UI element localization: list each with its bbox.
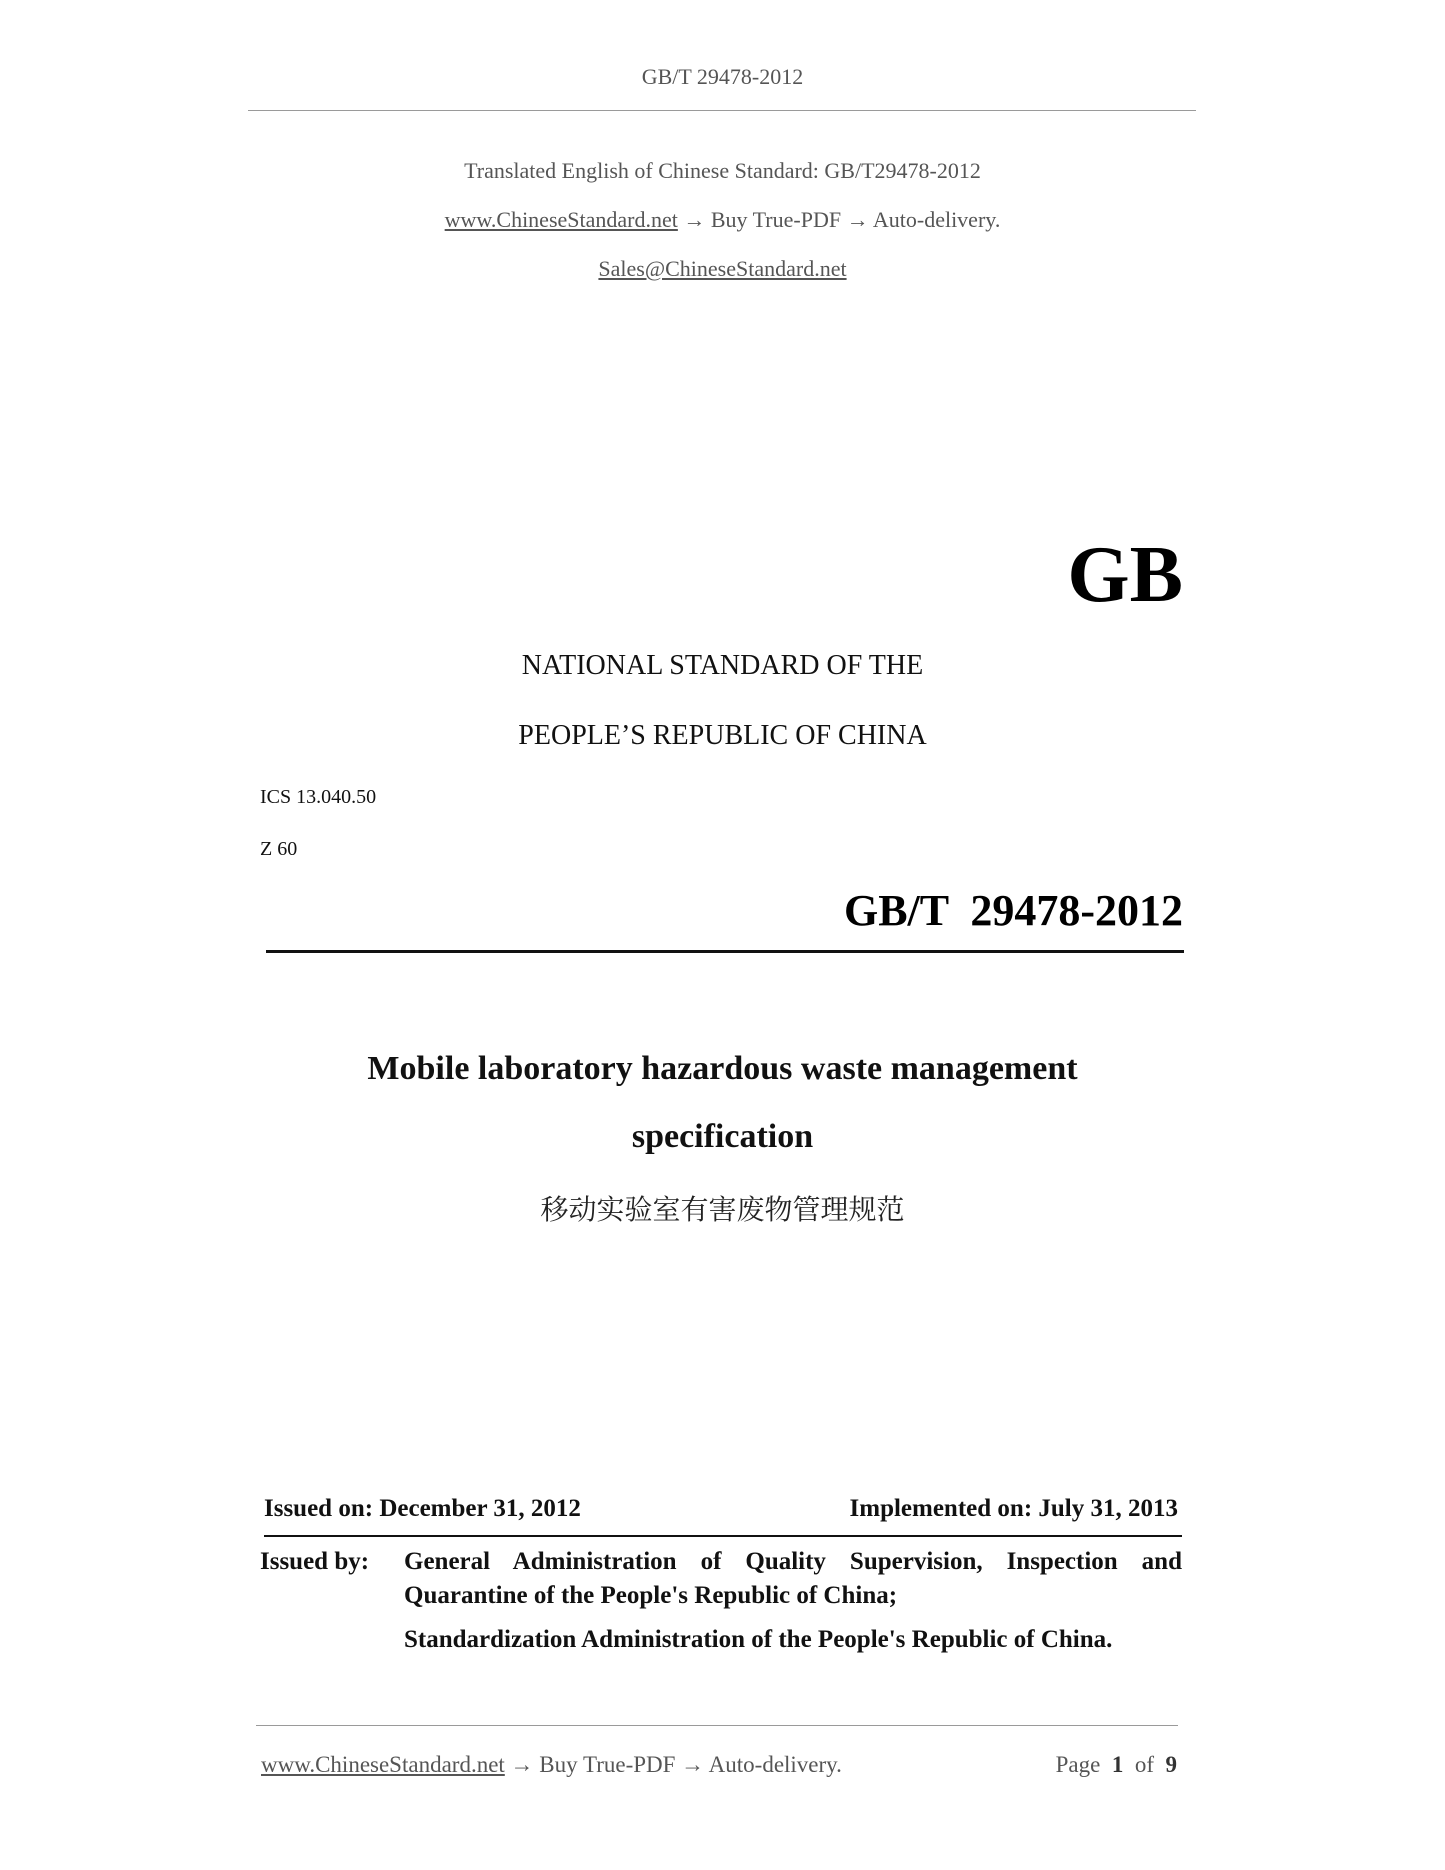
buy-text: → Buy True-PDF → Auto-delivery.: [677, 207, 1001, 232]
dates-divider: [264, 1535, 1182, 1537]
gb-mark: GB: [1067, 531, 1183, 619]
implemented-date: Implemented on: July 31, 2013: [849, 1495, 1178, 1522]
running-header: GB/T 29478-2012: [641, 64, 804, 89]
email-link[interactable]: Sales@ChineseStandard.net: [598, 256, 847, 281]
promo-email-line: [0, 256, 1445, 282]
national-standard-line1: NATIONAL STANDARD OF THE: [521, 650, 924, 681]
ics-code: ICS 13.040.50: [260, 786, 377, 808]
page-word: Page: [1055, 1752, 1101, 1777]
footer-website-link[interactable]: www.ChineseStandard.net: [261, 1752, 505, 1777]
page-of: of: [1134, 1752, 1154, 1777]
issuer-line2: Quarantine of the People's Republic of China;: [404, 1582, 898, 1609]
issued-date: Issued on: December 31, 2012: [264, 1495, 581, 1522]
issuer-line3: Standardization Administration of the People's Republic of China.: [404, 1626, 1113, 1653]
footer-buy-text: → Buy True-PDF → Auto-delivery.: [504, 1752, 842, 1777]
header-divider: [248, 110, 1196, 111]
chinese-title: 移动实验室有害废物管理规范: [540, 1193, 905, 1226]
website-link[interactable]: www.ChineseStandard.net: [444, 207, 678, 232]
page-current: 1: [1111, 1752, 1124, 1777]
page-total: 9: [1165, 1752, 1177, 1777]
issuer-label: Issued by:: [260, 1548, 370, 1575]
issuer-line1: General Administration of Quality Supervision, Inspection and: [404, 1548, 1182, 1575]
classification-code: Z 60: [260, 838, 298, 860]
promo-translation-note: Translated English of Chinese Standard: GB/T29478-2012: [464, 158, 981, 183]
national-standard-line2: PEOPLE’S REPUBLIC OF CHINA: [518, 720, 927, 751]
english-title-line2: specification: [631, 1118, 814, 1155]
standard-number: GB/T 29478-2012: [843, 886, 1183, 935]
page-indicator: [1056, 1752, 1177, 1778]
footer-divider: [256, 1725, 1178, 1726]
footer-promo: [261, 1752, 842, 1778]
promo-buy-line: [0, 207, 1445, 233]
english-title-line1: Mobile laboratory hazardous waste management: [367, 1050, 1078, 1087]
standard-number-divider: [266, 950, 1184, 953]
